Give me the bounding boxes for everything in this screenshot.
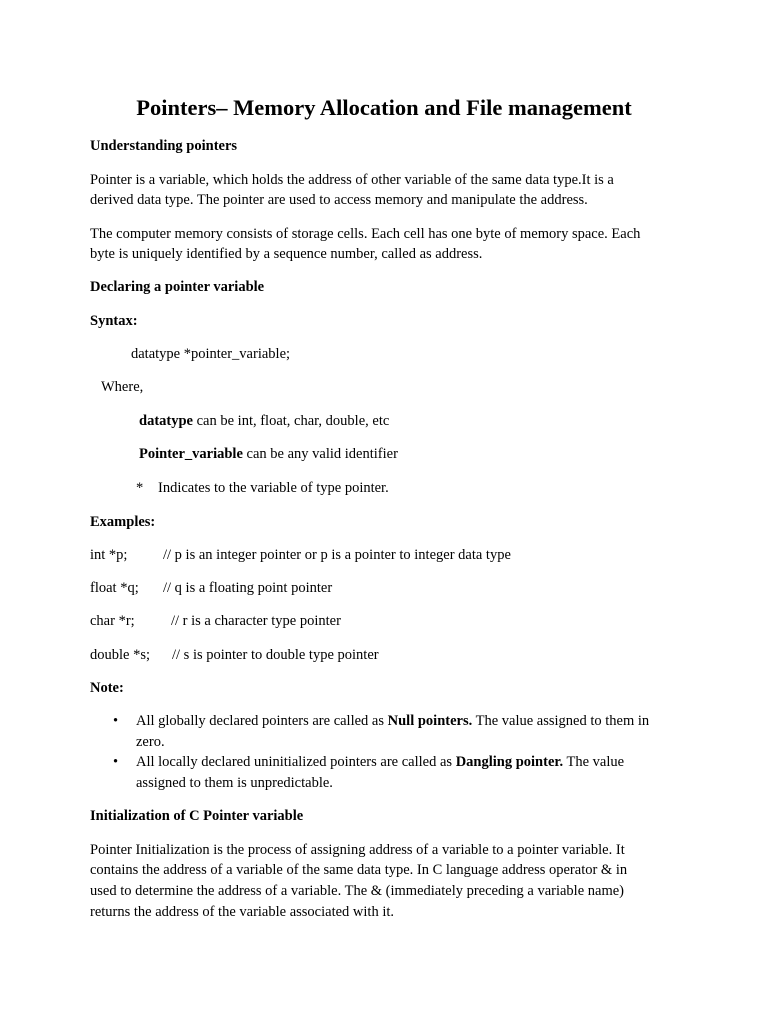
paragraph-line: returns the address of the variable associated with it. [90, 904, 394, 920]
example-code: double *s; [90, 647, 151, 663]
note-bullet-2-continued: assigned to them is unpredictable. [136, 775, 333, 791]
note-text: All globally declared pointers are called as [136, 713, 388, 729]
definition-term: datatype [139, 413, 193, 429]
paragraph-line: Pointer is a variable, which holds the address of other variable of the same data type.It is a [90, 172, 614, 188]
example-comment: // r is a character type pointer [171, 613, 341, 629]
example-code: float *q; [90, 580, 139, 596]
example-comment: // p is an integer pointer or p is a pointer to integer data type [163, 547, 511, 563]
example-code: int *p; [90, 547, 128, 563]
page-title: Pointers– Memory Allocation and File management [136, 95, 632, 120]
note-term: Null pointers. [387, 713, 473, 729]
paragraph-line: byte is uniquely identified by a sequence number, called as address. [90, 246, 483, 262]
note-text: The value [563, 754, 625, 770]
definition-pointer-variable [139, 444, 398, 465]
note-bullet-2 [136, 752, 624, 773]
note-text: The value assigned to them in [472, 713, 650, 729]
where-label: Where, [101, 379, 144, 395]
example-comment: // q is a floating point pointer [163, 580, 333, 596]
paragraph-line: The computer memory consists of storage cells. Each cell has one byte of memory space. Each [90, 226, 641, 242]
note-term: Dangling pointer. [455, 754, 564, 770]
paragraph-line: Pointer Initialization is the process of assigning address of a variable to a pointer variable. It [90, 842, 625, 858]
syntax-label: Syntax: [90, 313, 138, 329]
definition-term: Pointer_variable [139, 446, 243, 462]
definition-desc: can be any valid identifier [242, 446, 398, 462]
note-bullet-1-continued: zero. [136, 734, 165, 750]
section-heading-initialization: Initialization of C Pointer variable [90, 808, 304, 824]
note-text: All locally declared uninitialized pointers are called as [136, 754, 456, 770]
definition-desc: can be int, float, char, double, etc [192, 413, 390, 429]
example-comment: // s is pointer to double type pointer [172, 647, 379, 663]
bullet-icon: • [113, 713, 119, 729]
section-heading-declaring: Declaring a pointer variable [90, 279, 265, 295]
paragraph-line: contains the address of a variable of the same data type. In C language address operator & in [90, 862, 628, 878]
asterisk-symbol: * [136, 480, 144, 496]
paragraph-line: derived data type. The pointer are used to access memory and manipulate the address. [90, 192, 588, 208]
example-code: char *r; [90, 613, 135, 629]
bullet-icon: • [113, 754, 119, 770]
section-heading-examples: Examples: [90, 514, 156, 530]
paragraph-line: used to determine the address of a variable. The & (immediately preceding a variable name) [90, 883, 625, 899]
syntax-code: datatype *pointer_variable; [131, 346, 291, 362]
section-heading-note: Note: [90, 680, 124, 696]
note-bullet-1 [136, 711, 649, 732]
asterisk-description: Indicates to the variable of type pointer. [158, 480, 389, 496]
definition-datatype [139, 411, 389, 432]
section-heading-understanding: Understanding pointers [90, 138, 238, 154]
